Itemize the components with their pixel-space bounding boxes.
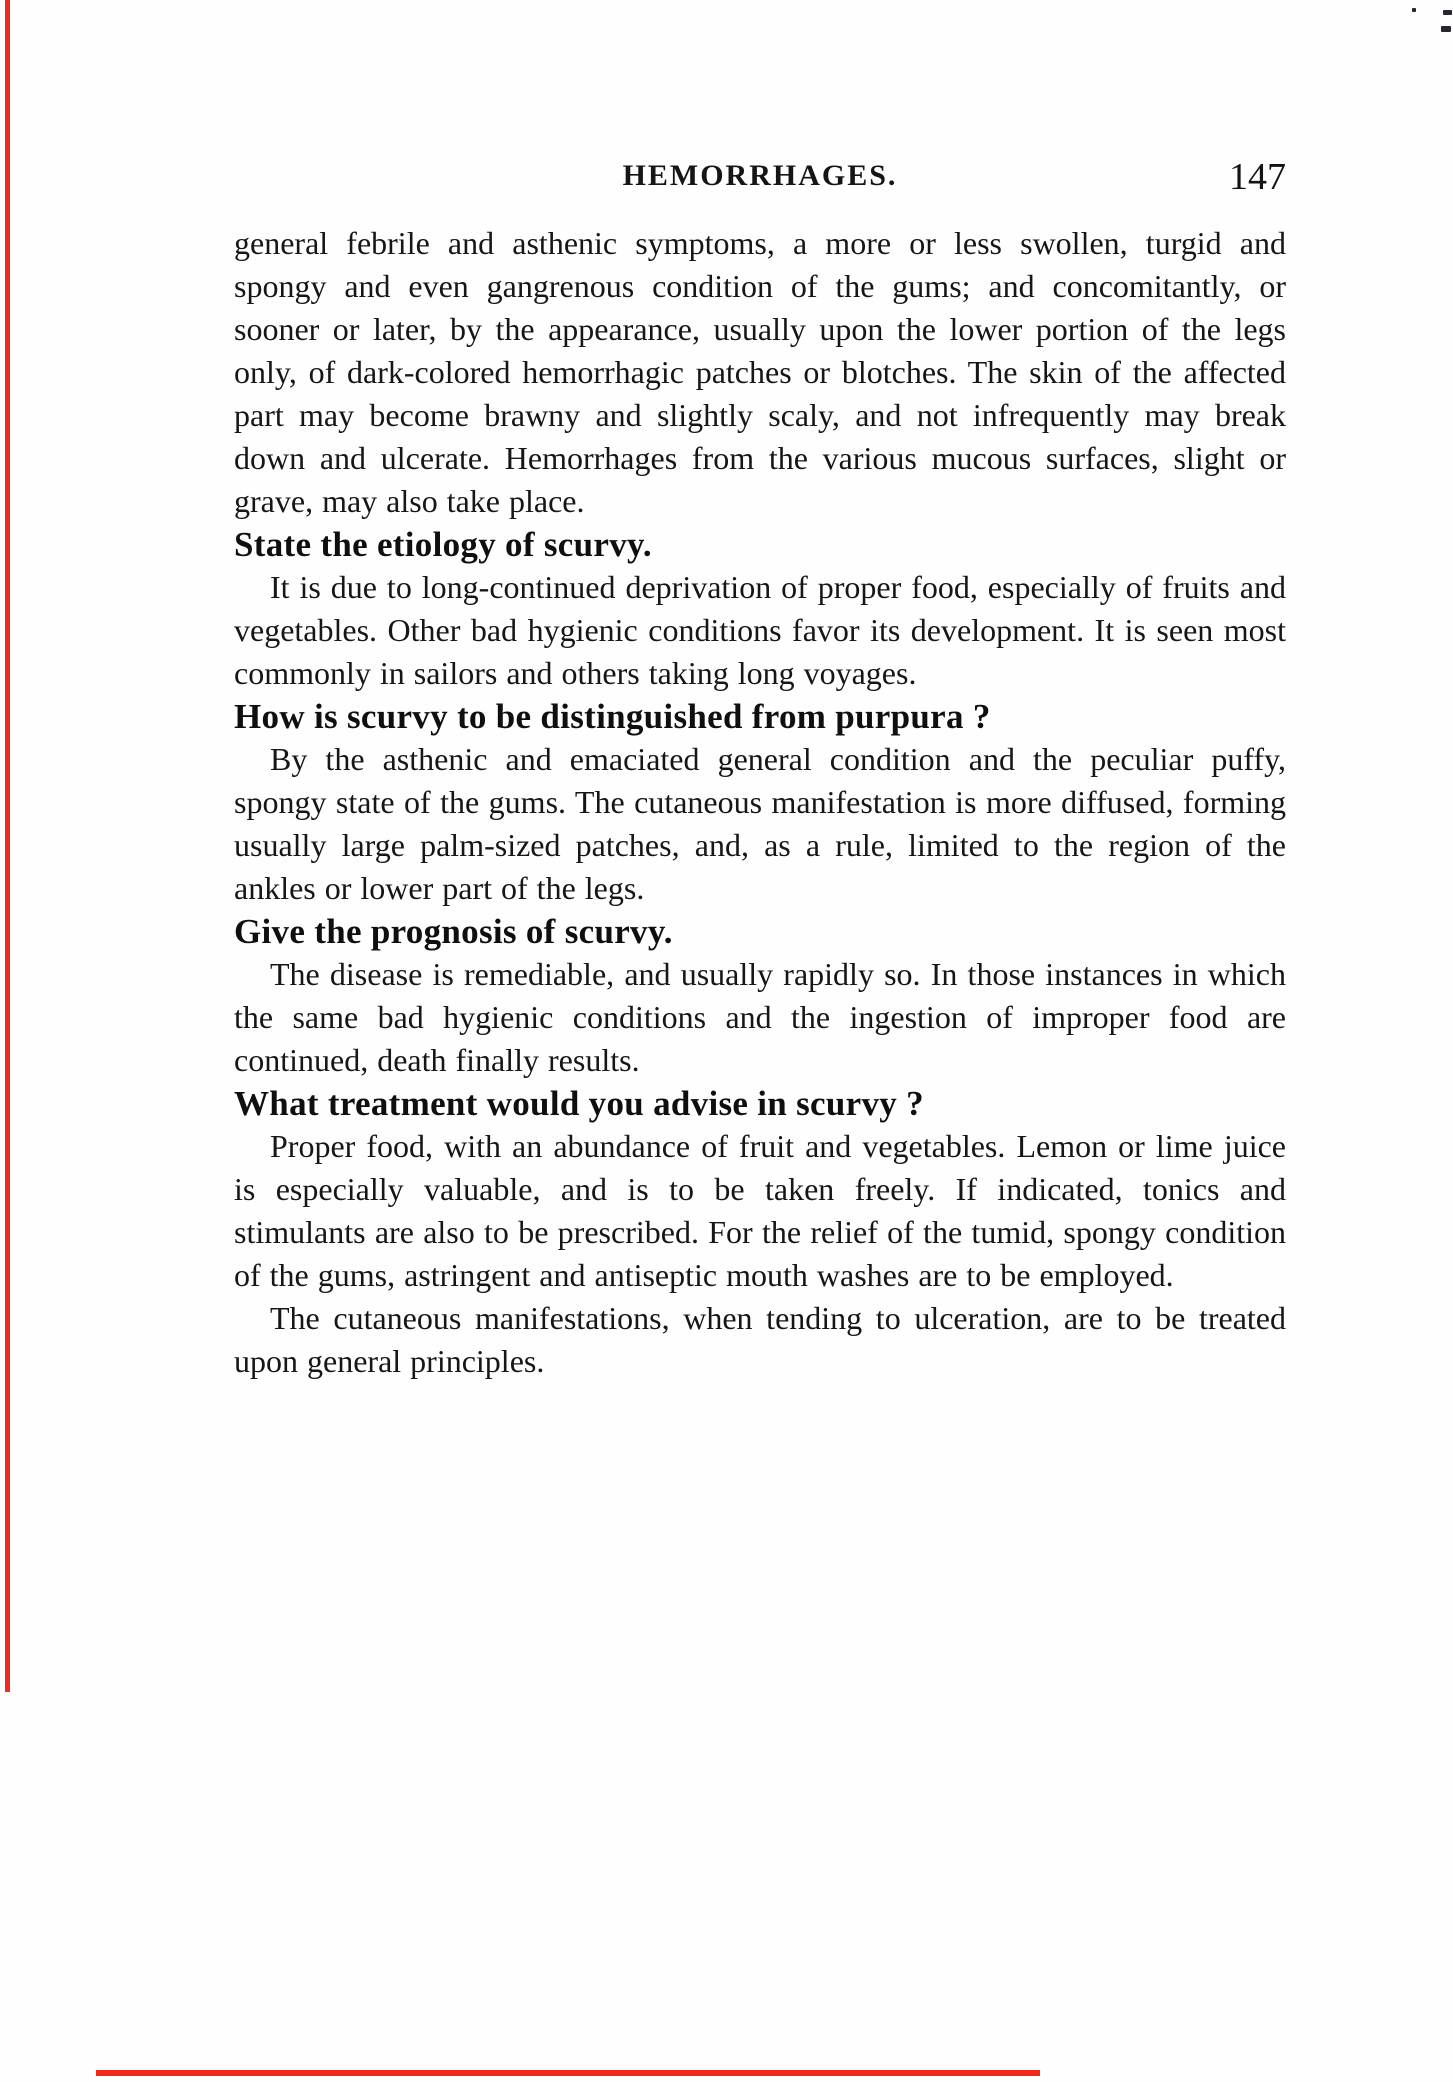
question-heading-prognosis: Give the prognosis of scurvy. [234,912,673,951]
answer-paragraph-treatment-cutaneous: The cutaneous manifestations, when tending to ulceration, are to be treated upon general principles. [234,1300,1286,1379]
ink-speck [1443,10,1452,15]
ink-speck [1441,26,1451,32]
paragraph-continuation: general febrile and asthenic symptoms, a more or less swollen, turgid and spongy and even gangrenous condition of the gums; and concomitantly, or sooner or later, by the appearance, usually upon the lower portion of the legs only, of dark-colored hemorrhagic patches or blotches. The skin of the affected part may become brawny and slightly scaly, and not infrequently may break down and ulcerate. Hemorrhages from the various mucous surfaces, slight or grave, may also take place. [234,225,1286,519]
question-heading-distinguish-purpura: How is scurvy to be distinguished from purpura ? [234,697,991,736]
scan-red-line-left [5,0,10,1692]
answer-paragraph-etiology: It is due to long-continued deprivation of proper food, especially of fruits and vegetables. Other bad hygienic conditions favor its development. It is seen most commonly in sailors and others taking long voyages. [234,569,1286,691]
scan-red-line-bottom [96,2070,1040,2076]
page-number: 147 [1229,156,1286,198]
answer-paragraph-distinguish-purpura: By the asthenic and emaciated general condition and the peculiar puffy, spongy state of the gums. The cutaneous manifestation is more diffused, forming usually large palm-sized patches, and, as a rule, limited to the region of the ankles or lower part of the legs. [234,741,1286,906]
running-head [234,155,1286,198]
answer-paragraph-prognosis: The disease is remediable, and usually rapidly so. In those instances in which the same bad hygienic conditions and the ingestion of improper food are continued, death finally results. [234,956,1286,1078]
ink-speck [1412,8,1416,12]
question-heading-treatment: What treatment would you advise in scurvy ? [234,1084,924,1123]
answer-paragraph-treatment: Proper food, with an abundance of fruit and vegetables. Lemon or lime juice is especially valuable, and is to be taken freely. If indicated, tonics and stimulants are also to be prescribed. For the relief of the tumid, spongy condition of the gums, astringent and antiseptic mouth washes are to be employed. [234,1128,1286,1293]
question-heading-etiology: State the etiology of scurvy. [234,525,652,564]
running-header-title: HEMORRHAGES. [622,159,898,192]
text-column [234,222,1286,1383]
